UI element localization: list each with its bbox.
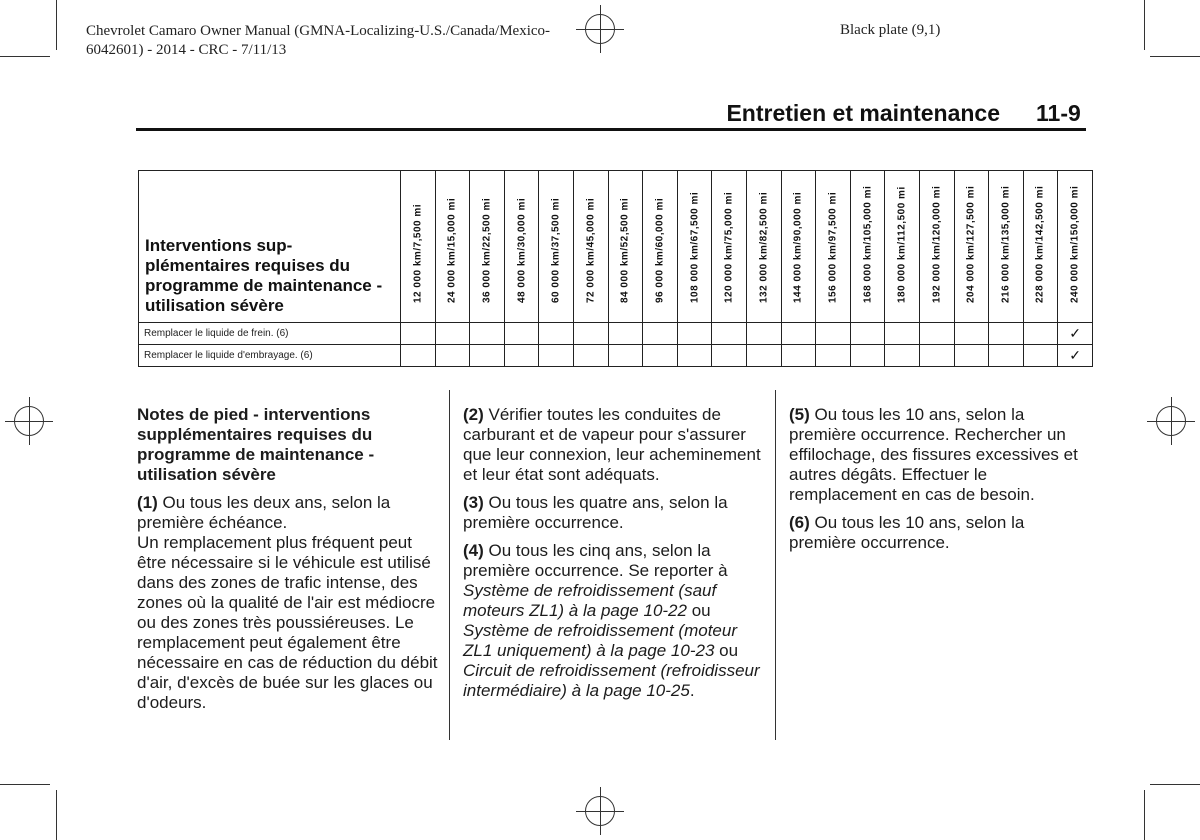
interval-label: 240 000 km/150,000 mi: [1069, 185, 1081, 303]
table-cell: [954, 345, 989, 367]
table-cell: [573, 323, 608, 345]
interval-header: [989, 171, 1024, 323]
section-title: Entretien et maintenance: [726, 100, 1000, 126]
interval-label: 24 000 km/15,000 mi: [446, 197, 458, 303]
crop-mark: [1150, 784, 1200, 785]
table-heading: Interventions sup-plémentaires requises du programme de maintenance - utilisation sévère: [139, 171, 401, 323]
interval-label: 156 000 km/97,500 mi: [827, 191, 839, 303]
table-row: [139, 323, 1093, 345]
interval-header: [954, 171, 989, 323]
table-cell: [608, 345, 643, 367]
interval-label: 108 000 km/67,500 mi: [689, 191, 701, 303]
table-cell: [573, 345, 608, 367]
notes-column-3: [789, 405, 1094, 561]
cross-reference-link[interactable]: Système de refroidissement (moteur ZL1 uniquement) à la page 10-23: [463, 621, 737, 660]
registration-mark-icon: [1156, 406, 1186, 436]
footnote-tag: (4): [463, 541, 484, 560]
check-mark-icon: ✓: [1058, 323, 1093, 345]
table-cell: [781, 345, 816, 367]
table-cell: [539, 323, 574, 345]
title-rule: [136, 128, 1086, 131]
row-label: Remplacer le liquide de frein. (6): [139, 323, 401, 345]
page-number: 11-9: [1036, 100, 1081, 126]
registration-mark-icon: [585, 796, 615, 826]
column-divider: [775, 390, 776, 740]
print-header: [86, 22, 550, 60]
interval-label: 216 000 km/135,000 mi: [1000, 185, 1012, 303]
table-cell: [470, 345, 505, 367]
column-divider: [449, 390, 450, 740]
footnote-text: Ou tous les cinq ans, selon la première occurrence. Se reporter à: [463, 541, 728, 580]
interval-header: [781, 171, 816, 323]
crop-mark: [0, 56, 50, 57]
check-mark-icon: ✓: [1058, 345, 1093, 367]
interval-label: 84 000 km/52,500 mi: [619, 197, 631, 303]
notes-column-2: [463, 405, 768, 709]
interval-label: 228 000 km/142,500 mi: [1034, 185, 1046, 303]
interval-header: [712, 171, 747, 323]
table-cell: [435, 323, 470, 345]
table-cell: [712, 345, 747, 367]
interval-header: [643, 171, 678, 323]
table-cell: [850, 345, 885, 367]
footnote-5: [789, 405, 1094, 505]
interval-label: 120 000 km/75,000 mi: [723, 191, 735, 303]
table-cell: [677, 323, 712, 345]
interval-label: 96 000 km/60,000 mi: [654, 197, 666, 303]
table-cell: [608, 323, 643, 345]
footnote-text: .: [689, 681, 695, 700]
footnote-text: ou: [714, 641, 739, 660]
notes-column-1: [137, 405, 442, 721]
interval-header: [850, 171, 885, 323]
footnote-3: [463, 493, 768, 533]
table-cell: [677, 345, 712, 367]
crop-mark: [56, 0, 57, 50]
interval-header: [919, 171, 954, 323]
footnote-text: Ou tous les 10 ans, selon la première occurrence. Rechercher un effilochage, des fissures excessives et autres dégâts. Effectuer le remplacement en cas de besoin.: [789, 405, 1078, 504]
table-cell: [539, 345, 574, 367]
footnote-1: [137, 493, 442, 713]
interval-label: 36 000 km/22,500 mi: [481, 197, 493, 303]
interval-label: 180 000 km/112,500 mi: [896, 186, 908, 303]
table-cell: [885, 345, 920, 367]
interval-label: 132 000 km/82,500 mi: [758, 191, 770, 303]
notes-title: Notes de pied - interventions supplémentaires requises du programme de maintenance - utilisation sévère: [137, 405, 375, 484]
cross-reference-link[interactable]: Système de refroidissement (sauf moteurs ZL1) à la page 10-22: [463, 581, 717, 620]
interval-header: [470, 171, 505, 323]
crop-mark: [0, 784, 50, 785]
table-cell: [1023, 323, 1058, 345]
interval-header: [1023, 171, 1058, 323]
table-cell: [954, 323, 989, 345]
registration-mark-icon: [585, 14, 615, 44]
table-cell: [435, 345, 470, 367]
interval-label: 204 000 km/127,500 mi: [965, 185, 977, 303]
interval-header: [677, 171, 712, 323]
table-cell: [401, 323, 436, 345]
crop-mark: [1144, 790, 1145, 840]
footnote-2: [463, 405, 768, 485]
footnote-text: Vérifier toutes les conduites de carburant et de vapeur pour s'assurer que leur connexion, leur acheminement et leur état sont adéquats.: [463, 405, 761, 484]
footnote-tag: (3): [463, 493, 484, 512]
footnote-6: [789, 513, 1094, 553]
table-row: [139, 345, 1093, 367]
interval-label: 48 000 km/30,000 mi: [516, 197, 528, 303]
crop-mark: [1150, 56, 1200, 57]
interval-label: 192 000 km/120,000 mi: [931, 185, 943, 303]
interval-label: 60 000 km/37,500 mi: [550, 197, 562, 303]
table-cell: [781, 323, 816, 345]
interval-header: [885, 171, 920, 323]
table-cell: [1023, 345, 1058, 367]
table-cell: [989, 323, 1024, 345]
table-cell: [643, 345, 678, 367]
table-cell: [504, 323, 539, 345]
footnote-tag: (1): [137, 493, 158, 512]
table-cell: [746, 345, 781, 367]
interval-header: [1058, 171, 1093, 323]
maintenance-schedule-table: [138, 170, 1093, 367]
table-cell: [746, 323, 781, 345]
table-cell: [816, 323, 851, 345]
cross-reference-link[interactable]: Circuit de refroidissement (refroidisseur intermédiaire) à la page 10-25: [463, 661, 760, 700]
registration-mark-icon: [14, 406, 44, 436]
interval-header: [608, 171, 643, 323]
footnote-tag: (6): [789, 513, 810, 532]
footnote-tag: (2): [463, 405, 484, 424]
print-header-line1: Chevrolet Camaro Owner Manual (GMNA-Localizing-U.S./Canada/Mexico-: [86, 23, 551, 39]
footnote-text: ou: [686, 601, 711, 620]
interval-label: 144 000 km/90,000 mi: [792, 191, 804, 303]
interval-label: 72 000 km/45,000 mi: [585, 197, 597, 303]
table-cell: [504, 345, 539, 367]
interval-header: [746, 171, 781, 323]
interval-header: [573, 171, 608, 323]
footnote-text: Ou tous les deux ans, selon la première échéance.: [137, 493, 391, 532]
interval-label: 12 000 km/7,500 mi: [412, 203, 424, 303]
crop-mark: [56, 790, 57, 840]
table-cell: [850, 323, 885, 345]
footnote-tag: (5): [789, 405, 810, 424]
row-label: Remplacer le liquide d'embrayage. (6): [139, 345, 401, 367]
table-header-row: [139, 171, 1093, 323]
table-cell: [919, 345, 954, 367]
print-header-line2: 6042601) - 2014 - CRC - 7/11/13: [86, 42, 287, 58]
crop-mark: [1144, 0, 1145, 50]
interval-header: [539, 171, 574, 323]
footnote-text: Un remplacement plus fréquent peut être nécessaire si le véhicule est utilisé dans des zones de trafic intense, des zones où la qualité de l'air est médiocre ou des zones très poussiéreuses. Le remplacement peut également être nécessaire en cas de réduction du débit d'air, d'excès de buée sur les glaces ou d'odeurs.: [137, 533, 438, 712]
interval-header: [504, 171, 539, 323]
table-cell: [885, 323, 920, 345]
footnote-text: Ou tous les quatre ans, selon la première occurrence.: [463, 493, 728, 532]
footnote-text: Ou tous les 10 ans, selon la première occurrence.: [789, 513, 1025, 552]
table-cell: [816, 345, 851, 367]
interval-header: [401, 171, 436, 323]
plate-label: Black plate (9,1): [840, 22, 941, 38]
interval-label: 168 000 km/105,000 mi: [862, 185, 874, 303]
interval-header: [435, 171, 470, 323]
interval-header: [816, 171, 851, 323]
table-cell: [401, 345, 436, 367]
table-cell: [712, 323, 747, 345]
table-cell: [919, 323, 954, 345]
table-cell: [470, 323, 505, 345]
footnote-4: [463, 541, 768, 701]
table-cell: [643, 323, 678, 345]
table-cell: [989, 345, 1024, 367]
